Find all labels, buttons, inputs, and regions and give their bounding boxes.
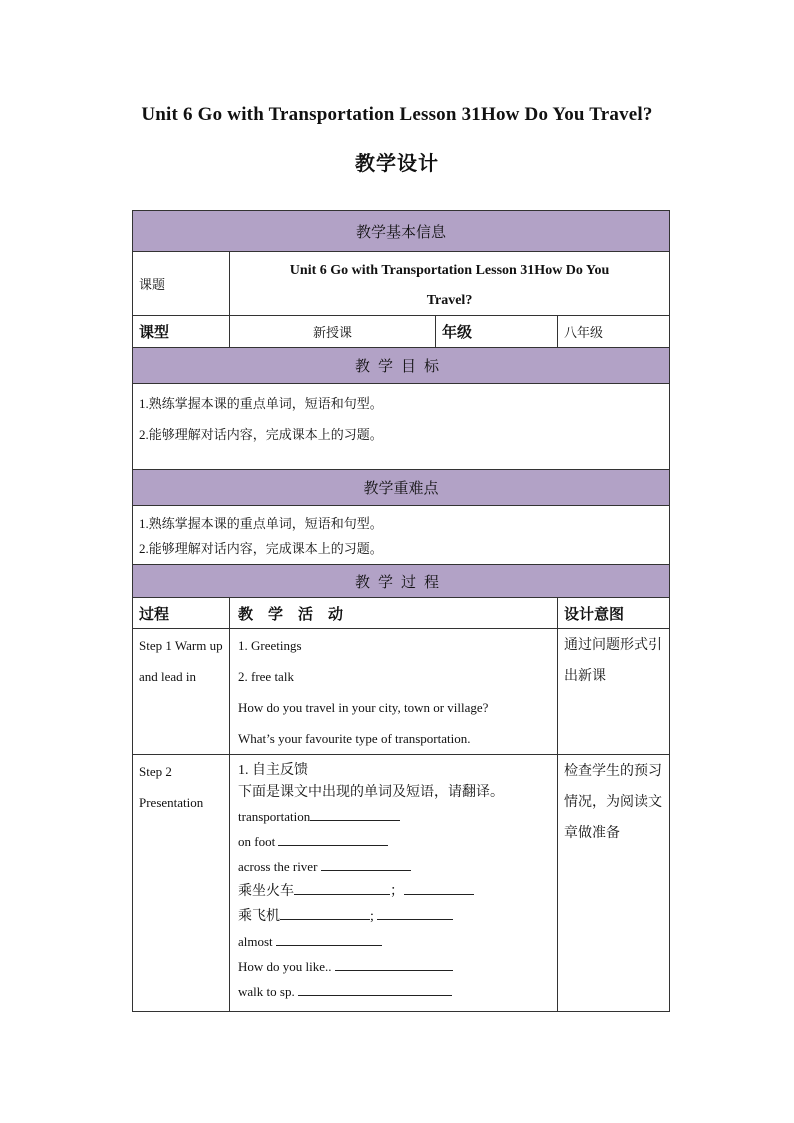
vocab-term: on foot: [238, 834, 276, 849]
vocab-term: across the river: [238, 859, 318, 874]
topic-line-1: Unit 6 Go with Transportation Lesson 31How Do You: [289, 263, 610, 278]
answer-blank[interactable]: [294, 882, 390, 895]
topic-value: [230, 252, 670, 316]
step2-intent: [558, 755, 670, 1012]
key-point-item: 2.能够理解对话内容，完成课本上的习题。: [139, 541, 383, 556]
step1-name-line: and lead in: [139, 669, 197, 684]
step1-intent-line: 出新课: [564, 669, 606, 684]
key-point-item: 1.熟练掌握本课的重点单词，短语和句型。: [139, 516, 383, 531]
vocab-line: [238, 904, 551, 929]
topic-line-2: Travel?: [426, 293, 473, 308]
col-header-intent: 设计意图: [558, 598, 670, 629]
lesson-plan-table: [132, 210, 670, 1012]
process-header: 教学过程: [133, 565, 670, 598]
step2-intent-line: 情况，为阅读文: [564, 795, 662, 810]
separator: ;: [370, 909, 374, 924]
basic-info-header: 教学基本信息: [133, 211, 670, 252]
type-label: 课型: [133, 316, 230, 348]
vocab-term: transportation: [238, 809, 311, 824]
grade-value: 八年级: [558, 316, 670, 348]
answer-blank[interactable]: [280, 907, 370, 920]
vocab-term: How do you like..: [238, 959, 332, 974]
separator: ；: [390, 884, 404, 899]
answer-blank[interactable]: [310, 808, 400, 821]
step1-name-line: Step 1 Warm up: [139, 638, 223, 653]
step2-name-line: Step 2: [139, 764, 172, 779]
key-points-header: 教学重难点: [133, 470, 670, 506]
vocab-line: [238, 829, 551, 854]
step2-intent-line: 检查学生的预习: [564, 764, 662, 779]
key-points-content: [133, 506, 670, 565]
col-header-step: 过程: [133, 598, 230, 629]
document-title: Unit 6 Go with Transportation Lesson 31How Do You Travel?: [141, 104, 653, 125]
vocab-line: [238, 929, 551, 954]
col-header-activity: 教 学 活 动: [230, 598, 558, 629]
answer-blank[interactable]: [377, 907, 453, 920]
answer-blank[interactable]: [335, 958, 453, 971]
vocab-line: [238, 804, 551, 829]
document-subtitle: 教学设计: [355, 153, 439, 175]
step2-intent-line: 章做准备: [564, 826, 620, 841]
activity-line: How do you travel in your city, town or village?: [238, 700, 489, 715]
vocab-term: 乘飞机: [238, 909, 280, 924]
step1-intent: [558, 629, 670, 755]
goals-header: 教学目标: [133, 348, 670, 384]
vocab-term: almost: [238, 934, 273, 949]
goals-content: [133, 384, 670, 470]
activity-line: What’s your favourite type of transportation.: [238, 731, 471, 746]
vocab-term: 乘坐火车: [238, 884, 294, 899]
step2-name-line: Presentation: [139, 795, 204, 810]
answer-blank[interactable]: [404, 882, 474, 895]
vocab-line: [238, 954, 551, 979]
answer-blank[interactable]: [278, 833, 388, 846]
step2-heading: 1. 自主反馈: [238, 763, 308, 778]
step2-instruction: 下面是课文中出现的单词及短语，请翻译。: [238, 785, 504, 800]
activity-line: 2. free talk: [238, 669, 294, 684]
activity-line: 1. Greetings: [238, 638, 302, 653]
grade-label: 年级: [436, 316, 558, 348]
vocab-line: [238, 879, 551, 904]
step1-intent-line: 通过问题形式引: [564, 638, 662, 653]
topic-label: 课题: [133, 252, 230, 316]
answer-blank[interactable]: [298, 983, 452, 996]
goal-item: 2.能够理解对话内容，完成课本上的习题。: [139, 427, 383, 442]
step2-activities: [230, 755, 558, 1012]
answer-blank[interactable]: [321, 858, 411, 871]
vocab-term: walk to sp.: [238, 984, 295, 999]
step2-name: [133, 755, 230, 1012]
step1-activities: [230, 629, 558, 755]
vocab-line: [238, 854, 551, 879]
goal-item: 1.熟练掌握本课的重点单词，短语和句型。: [139, 396, 383, 411]
step1-name: [133, 629, 230, 755]
type-value: 新授课: [230, 316, 436, 348]
vocab-line: [238, 979, 551, 1004]
answer-blank[interactable]: [276, 933, 382, 946]
